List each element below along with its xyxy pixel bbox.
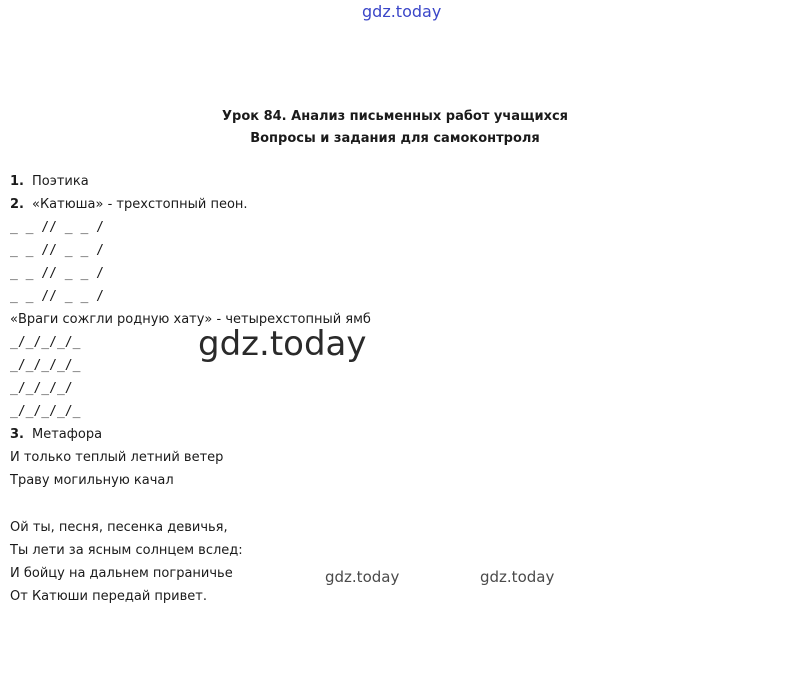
answer-number: 1. bbox=[10, 174, 24, 189]
meter-scheme-yamb: _/_/_/_/_ bbox=[10, 404, 81, 419]
answer-1 bbox=[10, 170, 570, 193]
lesson-title: Урок 84. Анализ письменных работ учащихся bbox=[221, 109, 569, 124]
answer-text: Поэтика bbox=[32, 174, 89, 189]
meter-scheme-peon: _ _ // _ _ / bbox=[10, 243, 104, 258]
watermark-bottom-right: gdz.today bbox=[480, 568, 555, 586]
watermark-center: gdz.today bbox=[198, 324, 367, 364]
meter-scheme-peon: _ _ // _ _ / bbox=[10, 266, 104, 281]
metaphor-line: Траву могильную качал bbox=[10, 473, 174, 488]
answer-text: «Катюша» - трехстопный пеон. bbox=[32, 197, 248, 212]
stanza-line: И бойцу на дальнем пограничье bbox=[10, 566, 233, 581]
lesson-header bbox=[0, 106, 790, 150]
watermark-bottom-left: gdz.today bbox=[325, 568, 400, 586]
watermark-top: gdz.today bbox=[362, 2, 442, 21]
meter-scheme-yamb: _/_/_/_/_ bbox=[10, 358, 81, 373]
answer-3 bbox=[10, 423, 570, 446]
stanza-line: Ой ты, песня, песенка девичья, bbox=[10, 520, 228, 535]
meter-scheme-yamb: _/_/_/_/_ bbox=[10, 335, 81, 350]
metaphor-line: И только теплый летний ветер bbox=[10, 450, 224, 465]
meter-scheme-peon: _ _ // _ _ / bbox=[10, 220, 104, 235]
meter-scheme-peon: _ _ // _ _ / bbox=[10, 289, 104, 304]
stanza-line: От Катюши передай привет. bbox=[10, 589, 207, 604]
yamb-caption: «Враги сожгли родную хату» - четырехстопный ямб bbox=[10, 312, 371, 327]
lesson-subtitle: Вопросы и задания для самоконтроля bbox=[250, 131, 540, 146]
meter-scheme-yamb: _/_/_/_/ bbox=[10, 381, 73, 396]
answer-number: 3. bbox=[10, 427, 24, 442]
stanza-line: Ты лети за ясным солнцем вслед: bbox=[10, 543, 243, 558]
answer-number: 2. bbox=[10, 197, 24, 212]
answer-2 bbox=[10, 193, 570, 216]
stanza-gap bbox=[10, 492, 570, 516]
answers-content bbox=[10, 170, 570, 608]
answer-text: Метафора bbox=[32, 427, 103, 442]
